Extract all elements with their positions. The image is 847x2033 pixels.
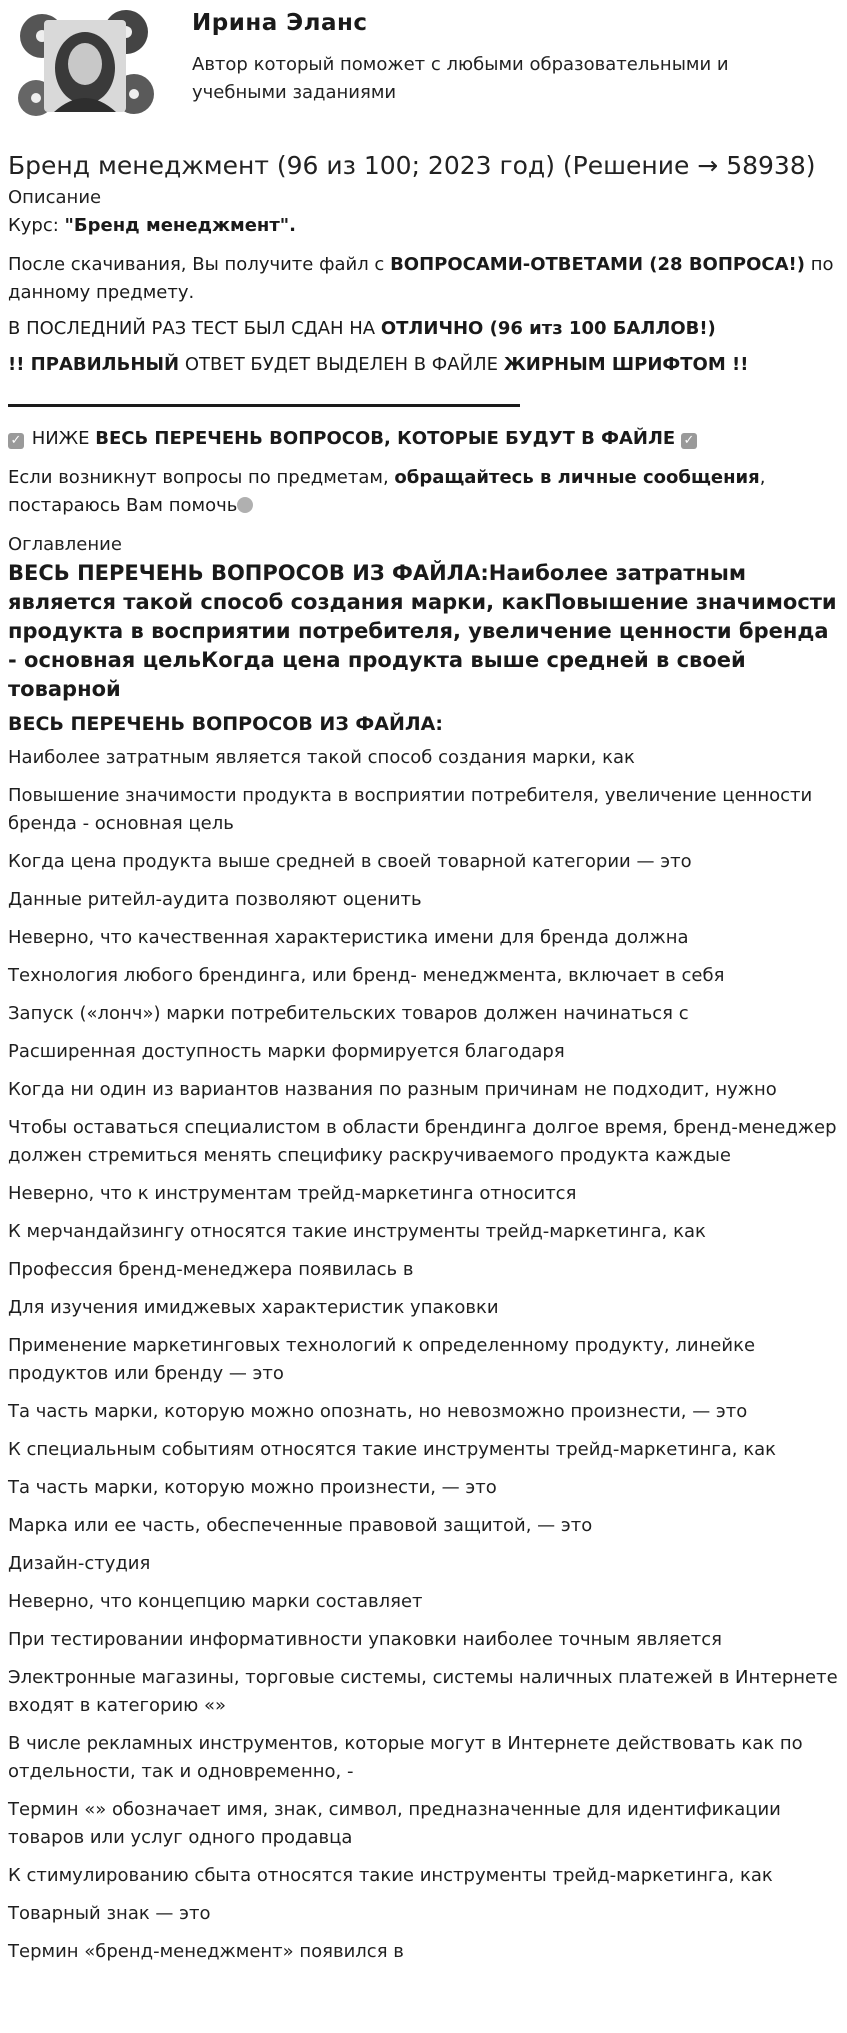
correct-middle: ОТВЕТ БУДЕТ ВЫДЕЛЕН В ФАЙЛЕ	[179, 354, 504, 375]
question-item: Данные ритейл-аудита позволяют оценить	[8, 889, 422, 910]
question-item: Неверно, что к инструментам трейд-маркетинга относится	[8, 1183, 577, 1204]
question-item: Электронные магазины, торговые системы, системы наличных платежей в Интернете входят в категорию «»	[8, 1667, 838, 1716]
question-item: В числе рекламных инструментов, которые могут в Интернете действовать как по отдельности, так и одновременно, -	[8, 1733, 803, 1782]
question-item: Та часть марки, которую можно опознать, но невозможно произнести, — это	[8, 1401, 748, 1422]
description-label: Описание	[8, 187, 102, 208]
question-item: Марка или ее часть, обеспеченные правовой защитой, — это	[8, 1515, 593, 1536]
download-text-after: по данному предмету.	[8, 254, 834, 303]
download-info	[8, 251, 839, 307]
checkmark-icon: ✓	[8, 433, 24, 449]
contact-info	[8, 464, 839, 520]
questions-heading: ВЕСЬ ПЕРЕЧЕНЬ ВОПРОСОВ ИЗ ФАЙЛА:	[8, 713, 443, 735]
download-text-before: После скачивания, Вы получите файл с	[8, 254, 391, 275]
question-item: Неверно, что качественная характеристика имени для бренда должна	[8, 927, 689, 948]
last-time-info	[8, 315, 839, 343]
course-name: "Бренд менеджмент".	[64, 215, 296, 236]
contact-text-before: Если возникнут вопросы по предметам,	[8, 467, 395, 488]
checkmark-icon: ✓	[681, 433, 697, 449]
question-item: Применение маркетинговых технологий к определенному продукту, линейке продуктов или бренду — это	[8, 1335, 756, 1384]
question-item: Товарный знак — это	[8, 1903, 211, 1924]
page-title: Бренд менеджмент (96 из 100; 2023 год) (Решение → 58938)	[8, 151, 816, 180]
below-bold: ВЕСЬ ПЕРЕЧЕНЬ ВОПРОСОВ, КОТОРЫЕ БУДУТ В ФАЙЛЕ	[95, 428, 676, 449]
divider	[8, 404, 520, 407]
contact-text-after: , постараюсь Вам помочь	[8, 467, 766, 516]
below-text: НИЖЕ	[26, 428, 96, 449]
question-item: Наиболее затратным является такой способ создания марки, как	[8, 747, 635, 768]
question-item: Повышение значимости продукта в восприятии потребителя, увеличение ценности бренда - основная цель	[8, 785, 813, 834]
question-item: Неверно, что концепцию марки составляет	[8, 1591, 423, 1612]
author-card	[8, 0, 839, 140]
question-item: Когда цена продукта выше средней в своей товарной категории — это	[8, 851, 692, 872]
correct-bold-2: ЖИРНЫМ ШРИФТОМ !!	[503, 354, 749, 375]
smile-icon	[237, 497, 253, 513]
questions-list	[8, 744, 839, 1966]
question-item: Когда ни один из вариантов названия по разным причинам не подходит, нужно	[8, 1079, 777, 1100]
contact-text-bold: обращайтесь в личные сообщения	[394, 467, 760, 488]
course-prefix: Курс:	[8, 215, 65, 236]
question-item: Расширенная доступность марки формируется благодаря	[8, 1041, 565, 1062]
question-item: Чтобы оставаться специалистом в области брендинга долгое время, бренд-менеджер должен стремиться менять специфику раскручиваемого продукта каждые	[8, 1117, 837, 1166]
question-item: Дизайн-студия	[8, 1553, 151, 1574]
question-item: Термин «» обозначает имя, знак, символ, предназначенные для идентификации товаров или услуг одного продавца	[8, 1799, 781, 1848]
question-item: Технология любого брендинга, или бренд- менеджмента, включает в себя	[8, 965, 725, 986]
author-name[interactable]: Ирина Эланс	[192, 10, 368, 36]
author-avatar[interactable]	[14, 6, 156, 124]
question-item: Запуск («лонч») марки потребительских товаров должен начинаться с	[8, 1003, 689, 1024]
last-time-bold: ОТЛИЧНО (96 итз 100 БАЛЛОВ!)	[380, 318, 716, 339]
below-info	[8, 425, 839, 453]
course-line	[8, 212, 839, 240]
question-item: При тестировании информативности упаковки наиболее точным является	[8, 1629, 722, 1650]
question-item: К стимулированию сбыта относятся такие инструменты трейд-маркетинга, как	[8, 1865, 773, 1886]
author-description: Автор который поможет с любыми образовательными и учебными заданиями	[192, 54, 729, 103]
question-item: К мерчандайзингу относятся такие инструменты трейд-маркетинга, как	[8, 1221, 706, 1242]
question-item: Профессия бренд-менеджера появилась в	[8, 1259, 414, 1280]
last-time-text: В ПОСЛЕДНИЙ РАЗ ТЕСТ БЫЛ СДАН НА	[8, 318, 381, 339]
toc-label: Оглавление	[8, 534, 122, 555]
question-item: Та часть марки, которую можно произнести, — это	[8, 1477, 497, 1498]
correct-bold-1: !! ПРАВИЛЬНЫЙ	[8, 354, 180, 375]
toc-heading: ВЕСЬ ПЕРЕЧЕНЬ ВОПРОСОВ ИЗ ФАЙЛА:Наиболее затратным является такой способ создания марки, какПовышение значимости продукта в восприятии потребителя, увеличение ценности бренда - основная цельКогда цена продукта выше средней в своей товарной	[8, 561, 837, 701]
correct-answer-info	[8, 351, 839, 379]
download-text-bold: ВОПРОСАМИ-ОТВЕТАМИ (28 ВОПРОСА!)	[390, 254, 805, 275]
question-item: К специальным событиям относятся такие инструменты трейд-маркетинга, как	[8, 1439, 776, 1460]
question-item: Термин «бренд-менеджмент» появился в	[8, 1941, 404, 1962]
question-item: Для изучения имиджевых характеристик упаковки	[8, 1297, 499, 1318]
